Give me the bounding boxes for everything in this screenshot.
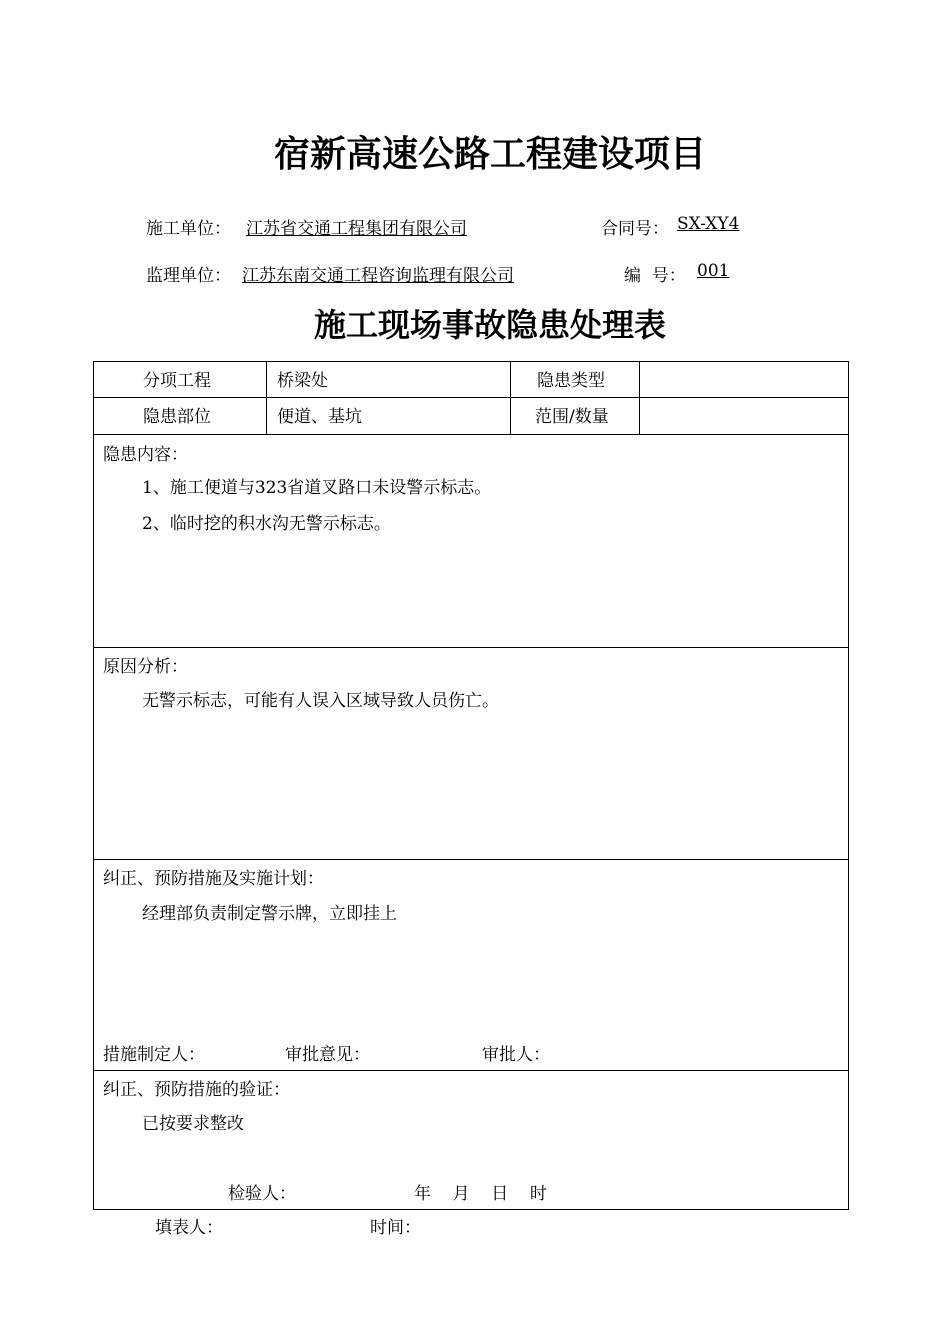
- filler-label: 填表人：: [155, 1218, 223, 1238]
- serial-label: 编 号：: [624, 266, 686, 286]
- contract-no-value: SX-XY4: [677, 214, 740, 234]
- column-divider: [510, 362, 511, 434]
- verification-label: 纠正、预防措施的验证：: [103, 1080, 290, 1100]
- approval-opinion-label: 审批意见：: [285, 1045, 370, 1065]
- hazard-item: 1、施工便道与323省道叉路口未设警示标志。: [142, 478, 492, 498]
- supervisor-value: 江苏东南交通工程咨询监理有限公司: [242, 266, 514, 286]
- row-divider: [94, 859, 848, 860]
- measure-maker-label: 措施制定人：: [103, 1045, 205, 1065]
- contract-no-label: 合同号：: [601, 219, 669, 239]
- subproject-label: 分项工程: [143, 371, 211, 391]
- serial-value: 001: [697, 261, 730, 281]
- contractor-label: 施工单位：: [146, 219, 231, 239]
- hazard-location-value: 便道、基坑: [277, 407, 362, 427]
- cause-analysis-text: 无警示标志，可能有人误入区域导致人员伤亡。: [142, 691, 499, 711]
- inspector-label: 检验人：: [228, 1184, 296, 1204]
- project-title: 宿新高速公路工程建设项目: [273, 134, 706, 175]
- hazard-content-label: 隐患内容：: [103, 445, 188, 465]
- measures-label: 纠正、预防措施及实施计划：: [103, 869, 324, 889]
- row-divider: [94, 1070, 848, 1071]
- cause-analysis-label: 原因分析：: [103, 657, 188, 677]
- measures-text: 经理部负责制定警示牌，立即挂上: [142, 904, 397, 924]
- scope-quantity-label: 范围/数量: [535, 407, 609, 427]
- subproject-value: 桥梁处: [277, 371, 328, 391]
- row-divider: [94, 647, 848, 648]
- row-divider: [94, 397, 848, 398]
- verification-text: 已按要求整改: [142, 1114, 244, 1134]
- form-title: 施工现场事故隐患处理表: [313, 306, 666, 344]
- inspection-date-label: 年 月 日 时: [414, 1184, 547, 1204]
- supervisor-label: 监理单位：: [146, 266, 231, 286]
- hazard-item: 2、临时挖的积水沟无警示标志。: [142, 514, 391, 534]
- time-label: 时间：: [370, 1218, 421, 1238]
- hazard-location-label: 隐患部位: [143, 407, 211, 427]
- hazard-type-label: 隐患类型: [537, 371, 605, 391]
- column-divider: [639, 362, 640, 434]
- contractor-value: 江苏省交通工程集团有限公司: [246, 219, 467, 239]
- column-divider: [266, 362, 267, 434]
- hazard-form-table: [93, 361, 849, 1210]
- approver-label: 审批人：: [482, 1045, 550, 1065]
- row-divider: [94, 434, 848, 435]
